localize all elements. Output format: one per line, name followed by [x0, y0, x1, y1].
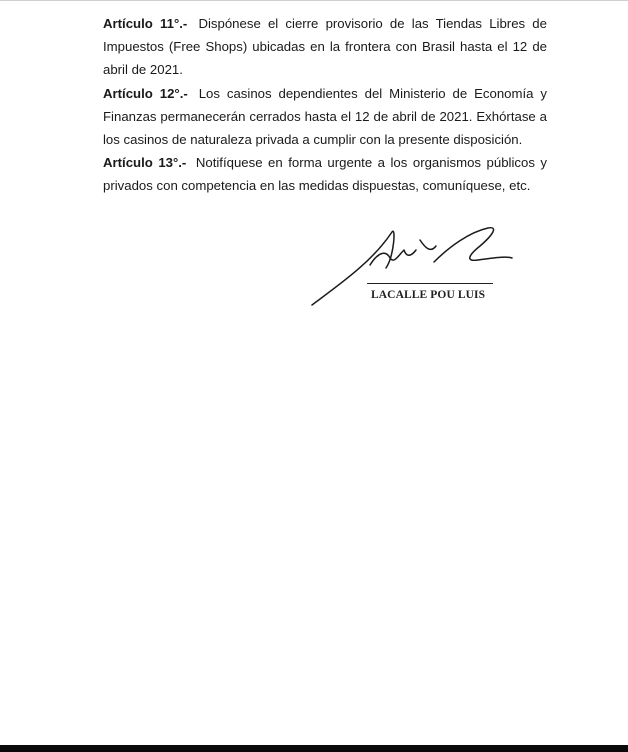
page-bottom-edge [0, 745, 628, 752]
article-11-label: Artículo 11°.- [103, 16, 188, 31]
article-12-text: Los casinos dependientes del Ministerio de Economía y Finanzas permanecerán cerrados hasta el 12 de abril de 2021. Exhórtase a los casinos de naturaleza privada a cumplir con la presente disposición. [103, 85, 548, 148]
article-13-text: Notifíquese en forma urgente a los organismos públicos y privados con competencia en las medidas dispuestas, comuníquese, etc. [103, 155, 548, 194]
article-11-text: Dispónese el cierre provisorio de las Tiendas Libres de Impuestos (Free Shops) ubicadas en la frontera con Brasil hasta el 12 de abril de 2021. [103, 16, 547, 78]
president-name: LACALLE POU LUIS [371, 289, 486, 301]
article-13-label: Artículo 13°.- [103, 155, 187, 171]
article-12-label: Artículo 12°.- [103, 85, 188, 101]
president-signature-line [367, 283, 493, 284]
